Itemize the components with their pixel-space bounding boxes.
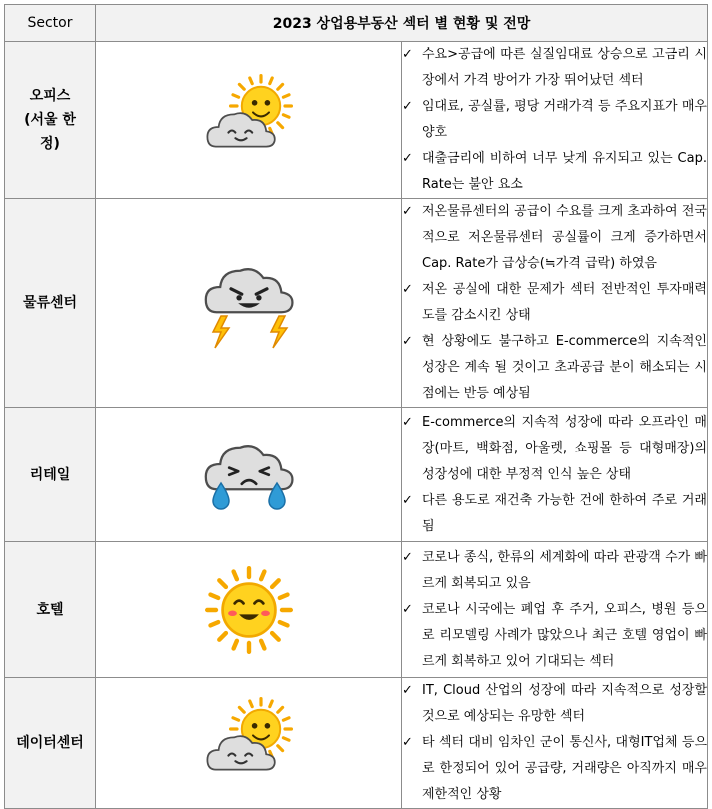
list-item: ✓ 코로나 종식, 한류의 세계화에 따라 관광객 수가 빠르게 회복되고 있음 [402,545,707,597]
partly-sunny-cloud-icon [199,70,299,170]
partly-sunny-cloud-icon [199,693,299,793]
table-row [5,199,708,408]
table-row [5,408,708,542]
list-item: ✓ 수요>공급에 따른 실질임대료 상승으로 고금리 시장에서 가격 방어가 가장 뛰어났던 섹터 [402,42,707,94]
list-item: ✓ 타 섹터 대비 임차인 군이 통신사, 대형IT업체 등으로 한정되어 있어 공급량, 거래량은 아직까지 매우 제한적인 상황 [402,730,707,808]
sector-name: 호텔 [5,542,96,678]
sector-description [402,408,708,542]
header-row [5,5,708,42]
weather-icon-cell [96,408,402,542]
list-item: ✓ 저온물류센터의 공급이 수요를 크게 초과하여 전국적으로 저온물류센터 공실률이 크게 증가하면서 Cap. Rate가 급상승(≒가격 급락) 하였음 [402,199,707,277]
sector-name: 물류센터 [5,199,96,408]
thunderstorm-cloud-icon [199,248,299,358]
sunny-icon [199,560,299,660]
table-row [5,542,708,678]
weather-icon-cell [96,542,402,678]
check-icon: ✓ [402,99,413,114]
weather-icon-cell [96,42,402,199]
sector-column-header: Sector [5,5,96,42]
table-title-header: 2023 상업용부동산 섹터 별 현황 및 전망 [96,5,708,42]
rain-cloud-icon [199,425,299,525]
sector-outlook-table [4,4,708,809]
check-icon: ✓ [402,47,413,62]
list-item: ✓ IT, Cloud 산업의 성장에 따라 지속적으로 성장할 것으로 예상되는 유망한 섹터 [402,678,707,730]
list-item: ✓ 저온 공실에 대한 문제가 섹터 전반적인 투자매력도를 감소시킨 상태 [402,277,707,329]
check-icon: ✓ [402,204,413,219]
list-item: ✓ 다른 용도로 재건축 가능한 건에 한하여 주로 거래 됨 [402,488,707,540]
sector-name: 오피스 (서울 한 정) [5,42,96,199]
check-icon: ✓ [402,414,413,430]
check-icon: ✓ [402,683,413,698]
sector-description [402,42,708,199]
list-item: ✓ 현 상황에도 불구하고 E-commerce의 지속적인 성장은 계속 될 것이고 초과공급 분이 해소되는 시점에는 반등 예상됨 [402,329,707,407]
sector-name: 데이터센터 [5,678,96,809]
sector-description [402,542,708,678]
list-item: ✓ 임대료, 공실률, 평당 거래가격 등 주요지표가 매우 양호 [402,94,707,146]
list-item: ✓ E-commerce의 지속적 성장에 따라 오프라인 매장(마트, 백화점, 아울렛, 쇼핑몰 등 대형매장)의 성장성에 대한 부정적 인식 높은 상태 [402,410,707,488]
table-row [5,42,708,199]
weather-icon-cell [96,199,402,408]
sector-description [402,199,708,408]
table-row [5,678,708,809]
list-item: ✓ 대출금리에 비하여 너무 낮게 유지되고 있는 Cap. Rate는 불안 요소 [402,146,707,198]
check-icon: ✓ [402,549,413,565]
weather-icon-cell [96,678,402,809]
check-icon: ✓ [402,601,413,617]
sector-description [402,678,708,809]
check-icon: ✓ [402,334,413,349]
list-item: ✓ 코로나 시국에는 폐업 후 주거, 오피스, 병원 등으로 리모델링 사례가 많았으나 최근 호텔 영업이 빠르게 회복하고 있어 기대되는 섹터 [402,597,707,675]
sector-name: 리테일 [5,408,96,542]
check-icon: ✓ [402,151,413,166]
check-icon: ✓ [402,282,413,297]
check-icon: ✓ [402,492,413,508]
check-icon: ✓ [402,735,413,750]
